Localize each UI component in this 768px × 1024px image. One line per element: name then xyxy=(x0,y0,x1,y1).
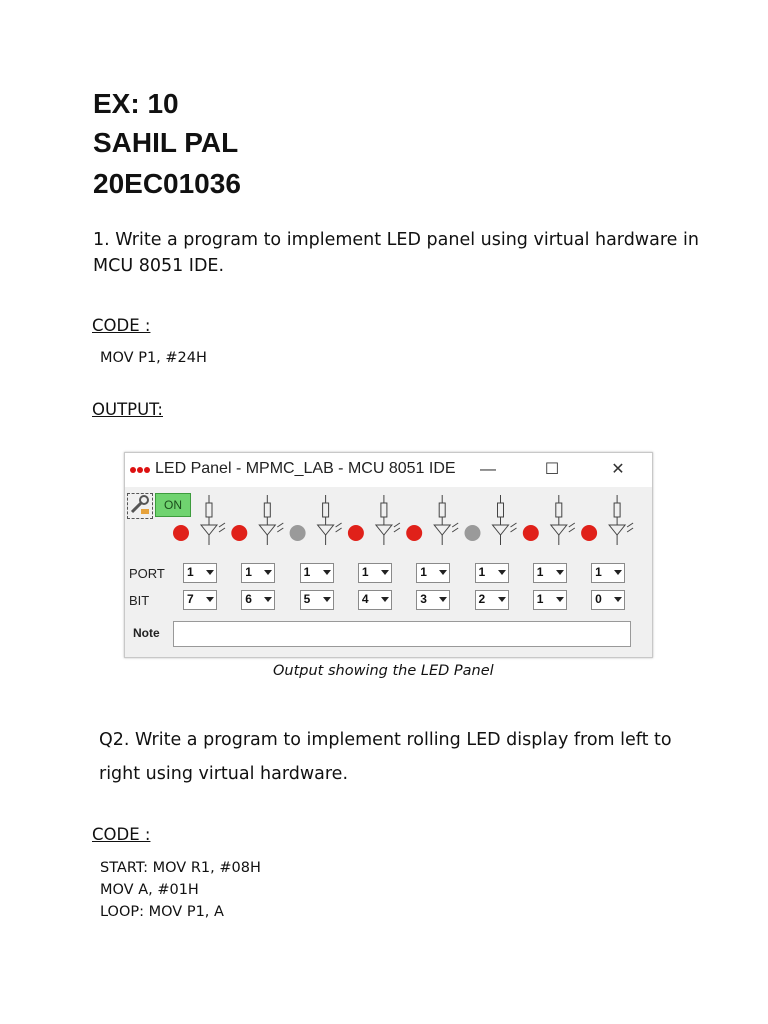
chevron-down-icon xyxy=(381,570,389,575)
resistor-diode-symbol xyxy=(609,495,633,545)
bit-value: 7 xyxy=(187,592,194,606)
port-select-bit-1[interactable] xyxy=(533,563,567,583)
bit-select-1[interactable] xyxy=(533,590,567,610)
resistor-diode-symbol xyxy=(376,495,400,545)
port-value: 1 xyxy=(245,565,252,579)
chevron-down-icon xyxy=(323,570,331,575)
bit-value: 0 xyxy=(595,592,602,606)
bit-value: 3 xyxy=(420,592,427,606)
bit-select-5[interactable] xyxy=(300,590,334,610)
q1-text-line2: MCU 8051 IDE. xyxy=(93,256,225,276)
port-select-bit-5[interactable] xyxy=(300,563,334,583)
led-bit-4-on xyxy=(348,525,364,541)
bit-select-0[interactable] xyxy=(591,590,625,610)
bit-value: 1 xyxy=(536,592,544,606)
bit-select-3[interactable] xyxy=(416,590,450,610)
bit-value: 4 xyxy=(361,592,369,606)
chevron-down-icon xyxy=(498,597,506,602)
led-bit-6-on xyxy=(231,525,247,541)
resistor-diode-symbol xyxy=(259,495,283,545)
chevron-down-icon xyxy=(614,570,622,575)
led-panel-window xyxy=(124,452,653,658)
note-input[interactable] xyxy=(173,621,631,647)
port-select-bit-4[interactable] xyxy=(358,563,392,583)
resistor-diode-symbol xyxy=(318,495,342,545)
q1-output-label: OUTPUT: xyxy=(92,400,163,419)
chevron-down-icon xyxy=(381,597,389,602)
bit-value: 2 xyxy=(478,592,486,606)
q2-text-line1: Q2. Write a program to implement rolling LED display from left to xyxy=(99,730,672,750)
chevron-down-icon xyxy=(556,597,564,602)
led-bit-5-off xyxy=(290,525,306,541)
led-bit-0-on xyxy=(581,525,597,541)
q2-code-label: CODE : xyxy=(92,825,151,844)
port-select-bit-6[interactable] xyxy=(241,563,275,583)
q1-text-line1: 1. Write a program to implement LED panel using virtual hardware in xyxy=(93,230,699,250)
led-array xyxy=(125,493,652,555)
minimize-icon[interactable]: — xyxy=(480,461,496,478)
led-bit-7-on xyxy=(173,525,189,541)
chevron-down-icon xyxy=(439,570,447,575)
port-select-bit-2[interactable] xyxy=(475,563,509,583)
chevron-down-icon xyxy=(439,597,447,602)
resistor-diode-symbol xyxy=(201,495,225,545)
resistor-diode-symbol xyxy=(493,495,517,545)
q1-code-label: CODE : xyxy=(92,316,151,335)
q2-code-line-2: MOV A, #01H xyxy=(100,882,199,898)
chevron-down-icon xyxy=(206,597,214,602)
port-value: 1 xyxy=(303,565,311,579)
exercise-number: EX: 10 xyxy=(93,88,179,119)
note-label: Note xyxy=(133,626,160,640)
bit-value: 6 xyxy=(245,592,252,606)
bit-select-4[interactable] xyxy=(358,590,392,610)
port-select-bit-0[interactable] xyxy=(591,563,625,583)
q2-code-line-3: LOOP: MOV P1, A xyxy=(100,904,224,920)
bit-select-7[interactable] xyxy=(183,590,217,610)
bit-select-6[interactable] xyxy=(241,590,275,610)
app-logo-icon xyxy=(129,463,151,477)
maximize-icon[interactable]: ☐ xyxy=(544,461,560,478)
port-row-label: PORT xyxy=(129,566,165,581)
port-value: 1 xyxy=(595,565,602,579)
bit-value: 5 xyxy=(303,592,311,606)
window-title: LED Panel - MPMC_LAB - MCU 8051 IDE xyxy=(155,460,456,477)
chevron-down-icon xyxy=(556,570,564,575)
figure-caption: Output showing the LED Panel xyxy=(273,663,494,679)
bit-select-2[interactable] xyxy=(475,590,509,610)
bit-row-label: BIT xyxy=(129,593,150,608)
port-value: 1 xyxy=(420,565,427,579)
led-bit-1-on xyxy=(523,525,539,541)
chevron-down-icon xyxy=(206,570,214,575)
port-select-bit-3[interactable] xyxy=(416,563,450,583)
chevron-down-icon xyxy=(614,597,622,602)
close-icon[interactable]: ✕ xyxy=(611,461,625,478)
resistor-diode-symbol xyxy=(551,495,575,545)
chevron-down-icon xyxy=(264,597,272,602)
chevron-down-icon xyxy=(498,570,506,575)
port-select-bit-7[interactable] xyxy=(183,563,217,583)
student-name: SAHIL PAL xyxy=(93,127,239,158)
led-bit-2-off xyxy=(465,525,481,541)
port-value: 1 xyxy=(361,565,369,579)
window-titlebar xyxy=(125,453,652,487)
q2-code-line-1: START: MOV R1, #08H xyxy=(100,860,261,876)
roll-number: 20EC01036 xyxy=(93,168,241,199)
power-on-button[interactable]: ON xyxy=(155,493,191,517)
port-value: 1 xyxy=(478,565,486,579)
port-value: 1 xyxy=(536,565,544,579)
chevron-down-icon xyxy=(323,597,331,602)
q1-code-line: MOV P1, #24H xyxy=(100,350,207,366)
port-value: 1 xyxy=(187,565,194,579)
resistor-diode-symbol xyxy=(434,495,458,545)
q2-text-line2: right using virtual hardware. xyxy=(99,764,349,784)
chevron-down-icon xyxy=(264,570,272,575)
led-bit-3-on xyxy=(406,525,422,541)
